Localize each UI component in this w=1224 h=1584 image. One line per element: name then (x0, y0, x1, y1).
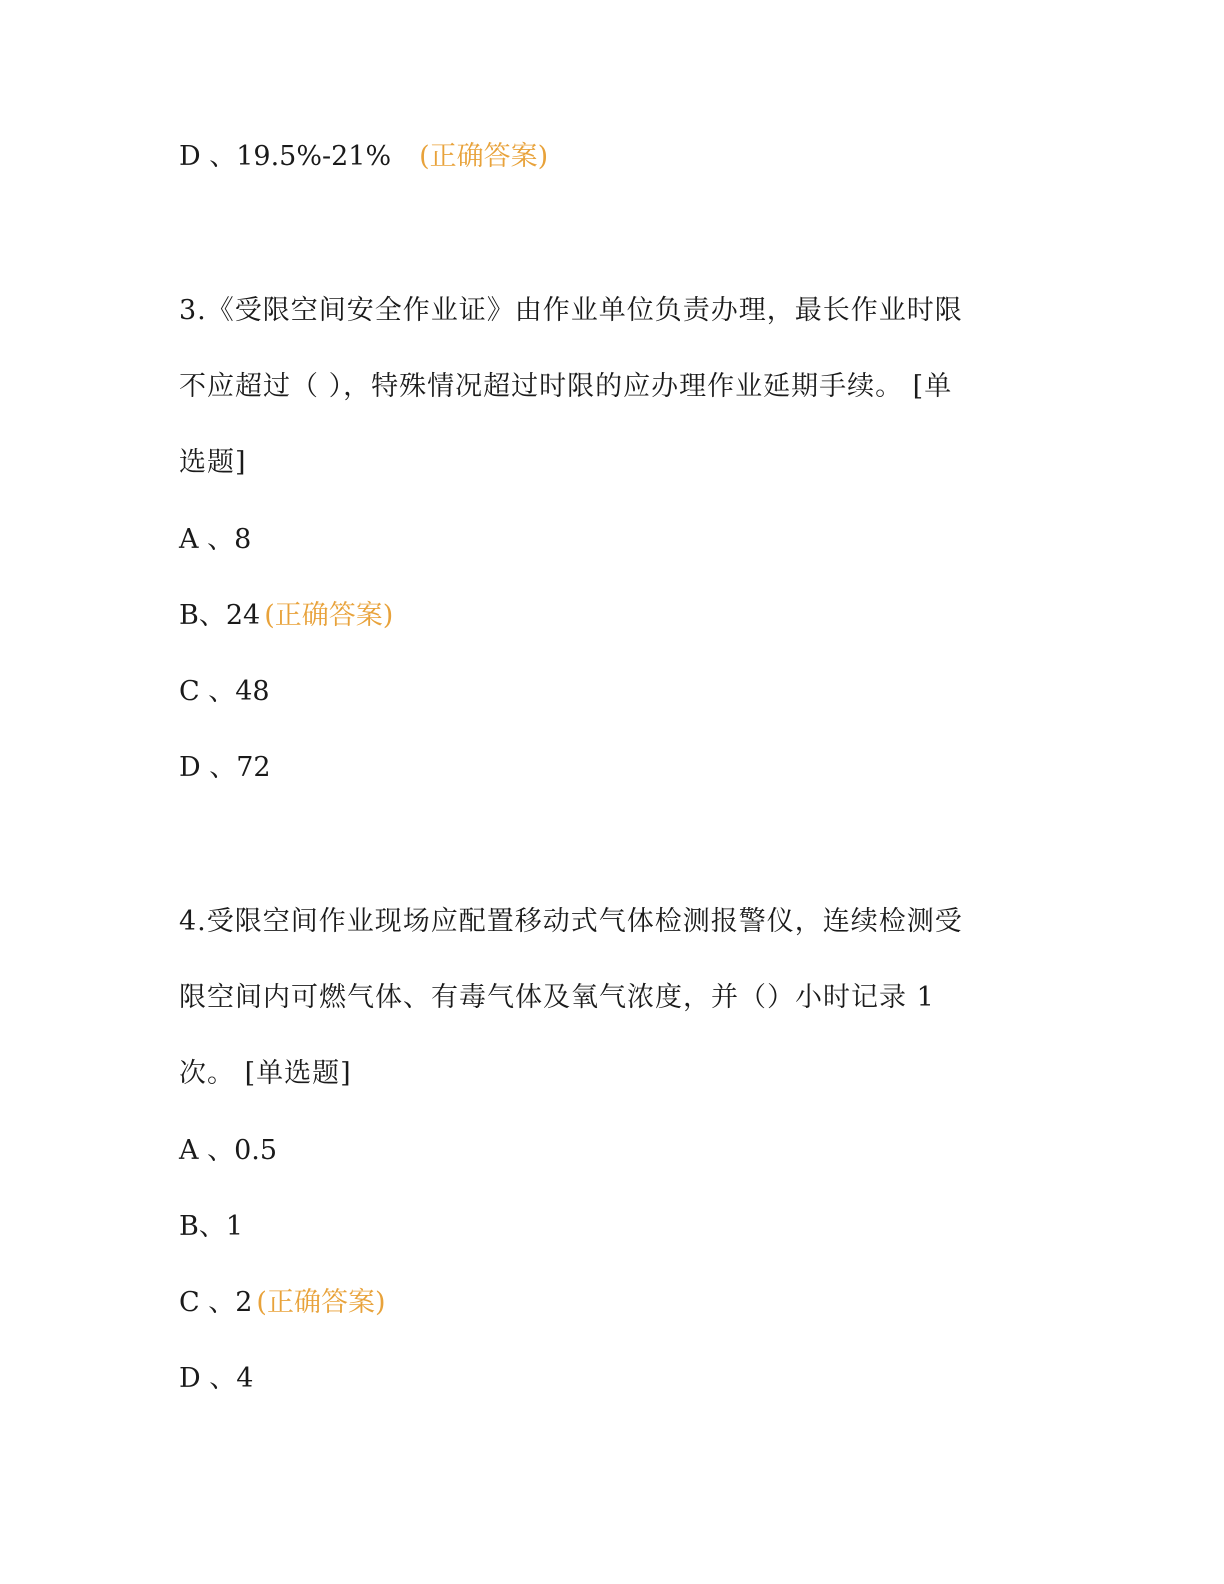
question-3-line-2: 不应超过（ ），特殊情况超过时限的应办理作业延期手续。 [单 (179, 371, 953, 402)
option-label: B、24 (179, 600, 261, 631)
question-4-line-2: 限空间内可燃气体、有毒气体及氧气浓度，并（）小时记录 1 (179, 982, 935, 1013)
correct-answer-marker: (正确答案) (256, 1287, 386, 1318)
question-4-option-a: A 、0.5 (179, 1135, 278, 1166)
question-4-option-d: D 、4 (179, 1363, 254, 1394)
question-3-line-1: 3.《受限空间安全作业证》由作业单位负责办理，最长作业时限 (179, 295, 963, 326)
question-3-option-b (179, 599, 393, 633)
option-label: C 、2 (179, 1287, 253, 1318)
correct-answer-marker: (正确答案) (419, 141, 549, 172)
question-3-option-a: A 、8 (179, 524, 252, 555)
question-3-option-c: C 、48 (179, 676, 270, 707)
prev-question-option-d (179, 140, 548, 174)
question-3-line-3: 选题] (179, 447, 247, 478)
question-4-line-1: 4.受限空间作业现场应配置移动式气体检测报警仪，连续检测受 (179, 906, 963, 937)
option-label: D 、19.5%-21% (179, 141, 392, 172)
correct-answer-marker: (正确答案) (264, 600, 394, 631)
question-3-option-d: D 、72 (179, 752, 271, 783)
question-4-option-b: B、1 (179, 1211, 244, 1242)
question-4-option-c (179, 1286, 386, 1320)
question-4-line-3: 次。 [单选题] (179, 1058, 352, 1089)
